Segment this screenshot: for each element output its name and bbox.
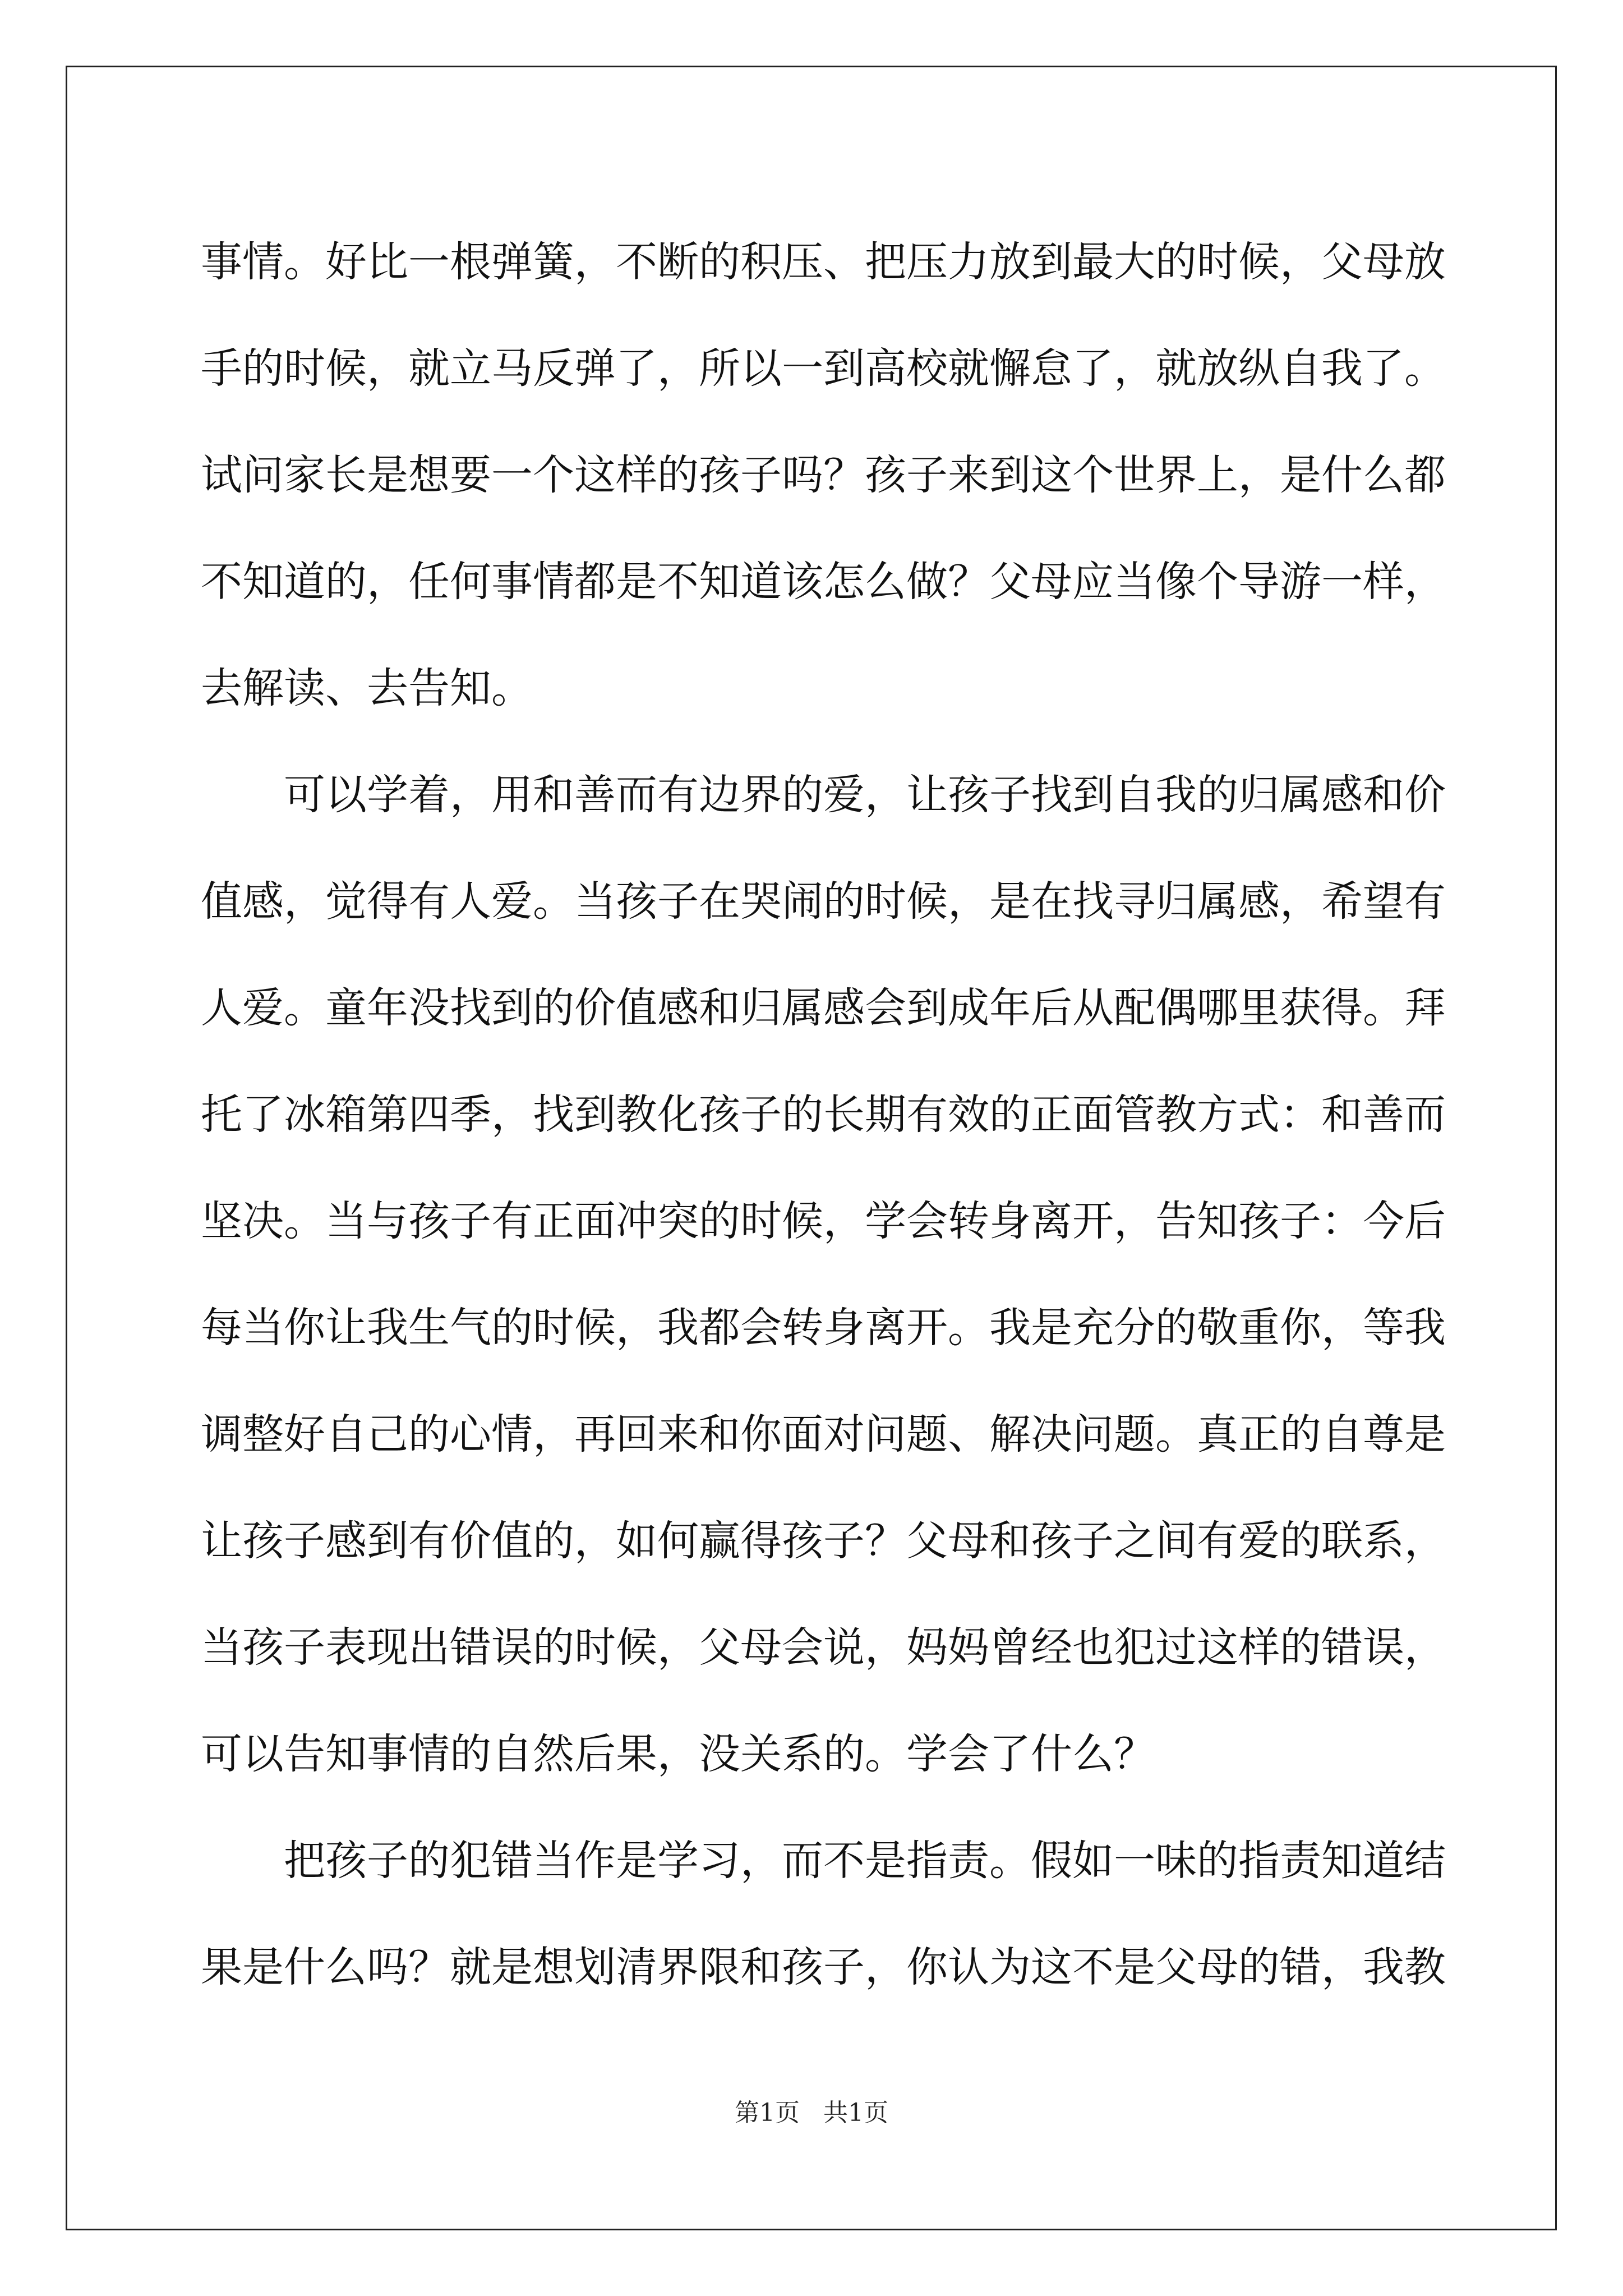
text-line: 让孩子感到有价值的，如何赢得孩子？父母和孩子之间有爱的联系， [201, 1517, 1446, 1565]
text-line: 当孩子表现出错误的时候，父母会说，妈妈曾经也犯过这样的错误， [201, 1623, 1446, 1672]
text-line: 值感，觉得有人爱。当孩子在哭闹的时候，是在找寻归属感，希望有 [201, 877, 1446, 926]
document-body [201, 209, 1446, 2021]
paragraph-first-line: 可以学着，用和善而有边界的爱，让孩子找到自我的归属感和价 [284, 771, 1446, 819]
text-line: 调整好自己的心情，再回来和你面对问题、解决问题。真正的自尊是 [201, 1410, 1446, 1458]
text-line: 人爱。童年没找到的价值感和归属感会到成年后从配偶哪里获得。拜 [201, 984, 1446, 1032]
text-line: 去解读、去告知。 [201, 664, 533, 712]
text-line: 试问家长是想要一个这样的孩子吗？孩子来到这个世界上，是什么都 [201, 451, 1446, 499]
text-line: 果是什么吗？就是想划清界限和孩子，你认为这不是父母的错，我教 [201, 1943, 1446, 1991]
text-line: 坚决。当与孩子有正面冲突的时候，学会转身离开，告知孩子：今后 [201, 1197, 1446, 1245]
text-line: 不知道的，任何事情都是不知道该怎么做？父母应当像个导游一样， [201, 558, 1446, 606]
text-line: 托了冰箱第四季，找到教化孩子的长期有效的正面管教方式：和善而 [201, 1091, 1446, 1139]
text-line: 每当你让我生气的时候，我都会转身离开。我是充分的敬重你，等我 [201, 1304, 1446, 1352]
page-number-footer: 第1页 共1页 [735, 2099, 888, 2127]
text-line: 手的时候，就立马反弹了，所以一到高校就懈怠了，就放纵自我了。 [201, 344, 1446, 393]
text-line: 事情。好比一根弹簧，不断的积压、把压力放到最大的时候，父母放 [201, 238, 1446, 286]
paragraph-first-line: 把孩子的犯错当作是学习，而不是指责。假如一味的指责知道结 [284, 1837, 1446, 1885]
text-line: 可以告知事情的自然后果，没关系的。学会了什么？ [201, 1730, 1155, 1778]
